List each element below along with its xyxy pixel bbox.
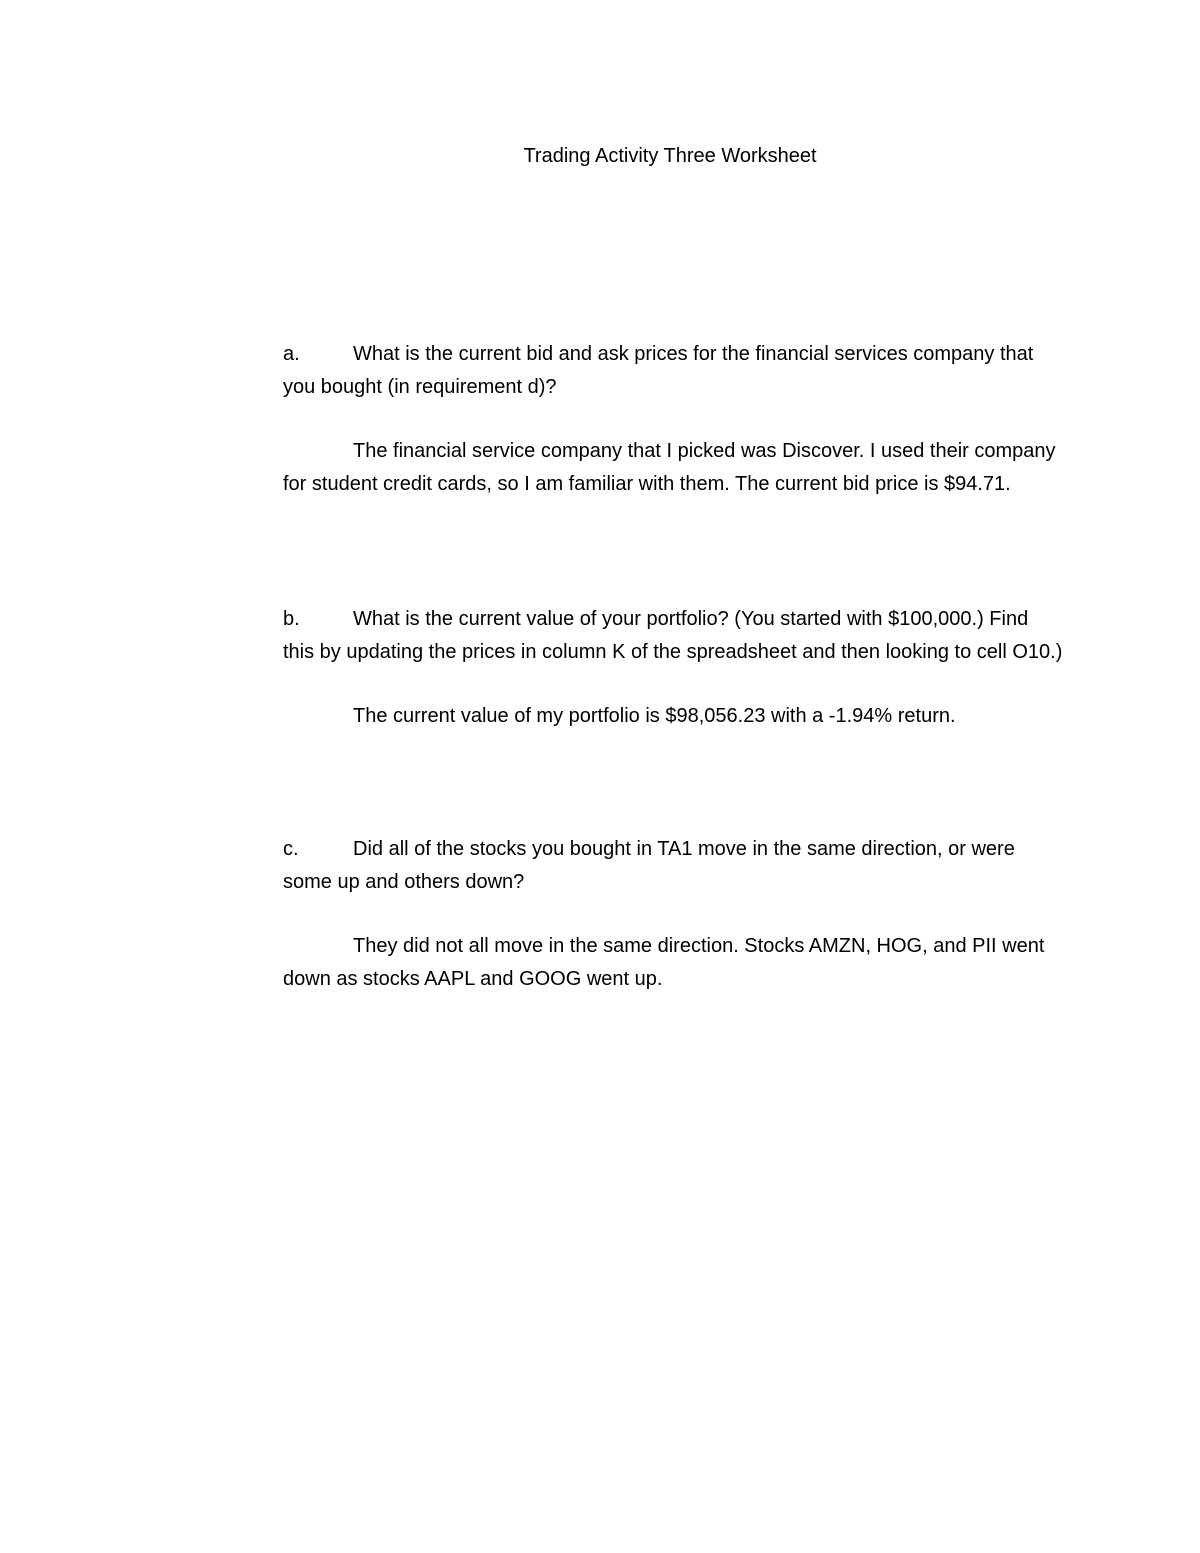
- answer-a: The financial service company that I picked was Discover. I used their company for student credit cards, so I am familiar with them. The current bid price is $94.71.: [283, 440, 1056, 495]
- question-text-b: What is the current value of your portfolio? (You started with $100,000.) Find this by updating the prices in column K of the spreadsheet and then looking to cell O10.): [283, 608, 1063, 663]
- question-b: [283, 603, 1063, 669]
- question-text-c: Did all of the stocks you bought in TA1 move in the same direction, or were some up and others down?: [283, 838, 1015, 893]
- question-marker-c: c.: [283, 838, 299, 860]
- spacer: [283, 404, 1063, 435]
- question-section-a: [283, 338, 1063, 501]
- question-section-b: [283, 603, 1063, 733]
- spacer: [283, 669, 1063, 700]
- question-a: [283, 338, 1063, 404]
- question-marker-a: a.: [283, 343, 300, 365]
- question-section-c: [283, 833, 1063, 996]
- page-title: Trading Activity Three Worksheet: [523, 145, 817, 167]
- question-text-a: What is the current bid and ask prices for the financial services company that you bought (in requirement d)?: [283, 343, 1034, 398]
- question-marker-b: b.: [283, 608, 300, 630]
- answer-b: The current value of my portfolio is $98,056.23 with a -1.94% return.: [353, 705, 956, 727]
- question-c: [283, 833, 1063, 899]
- answer-c: They did not all move in the same direction. Stocks AMZN, HOG, and PII went down as stocks AAPL and GOOG went up.: [283, 935, 1045, 990]
- spacer: [283, 899, 1063, 930]
